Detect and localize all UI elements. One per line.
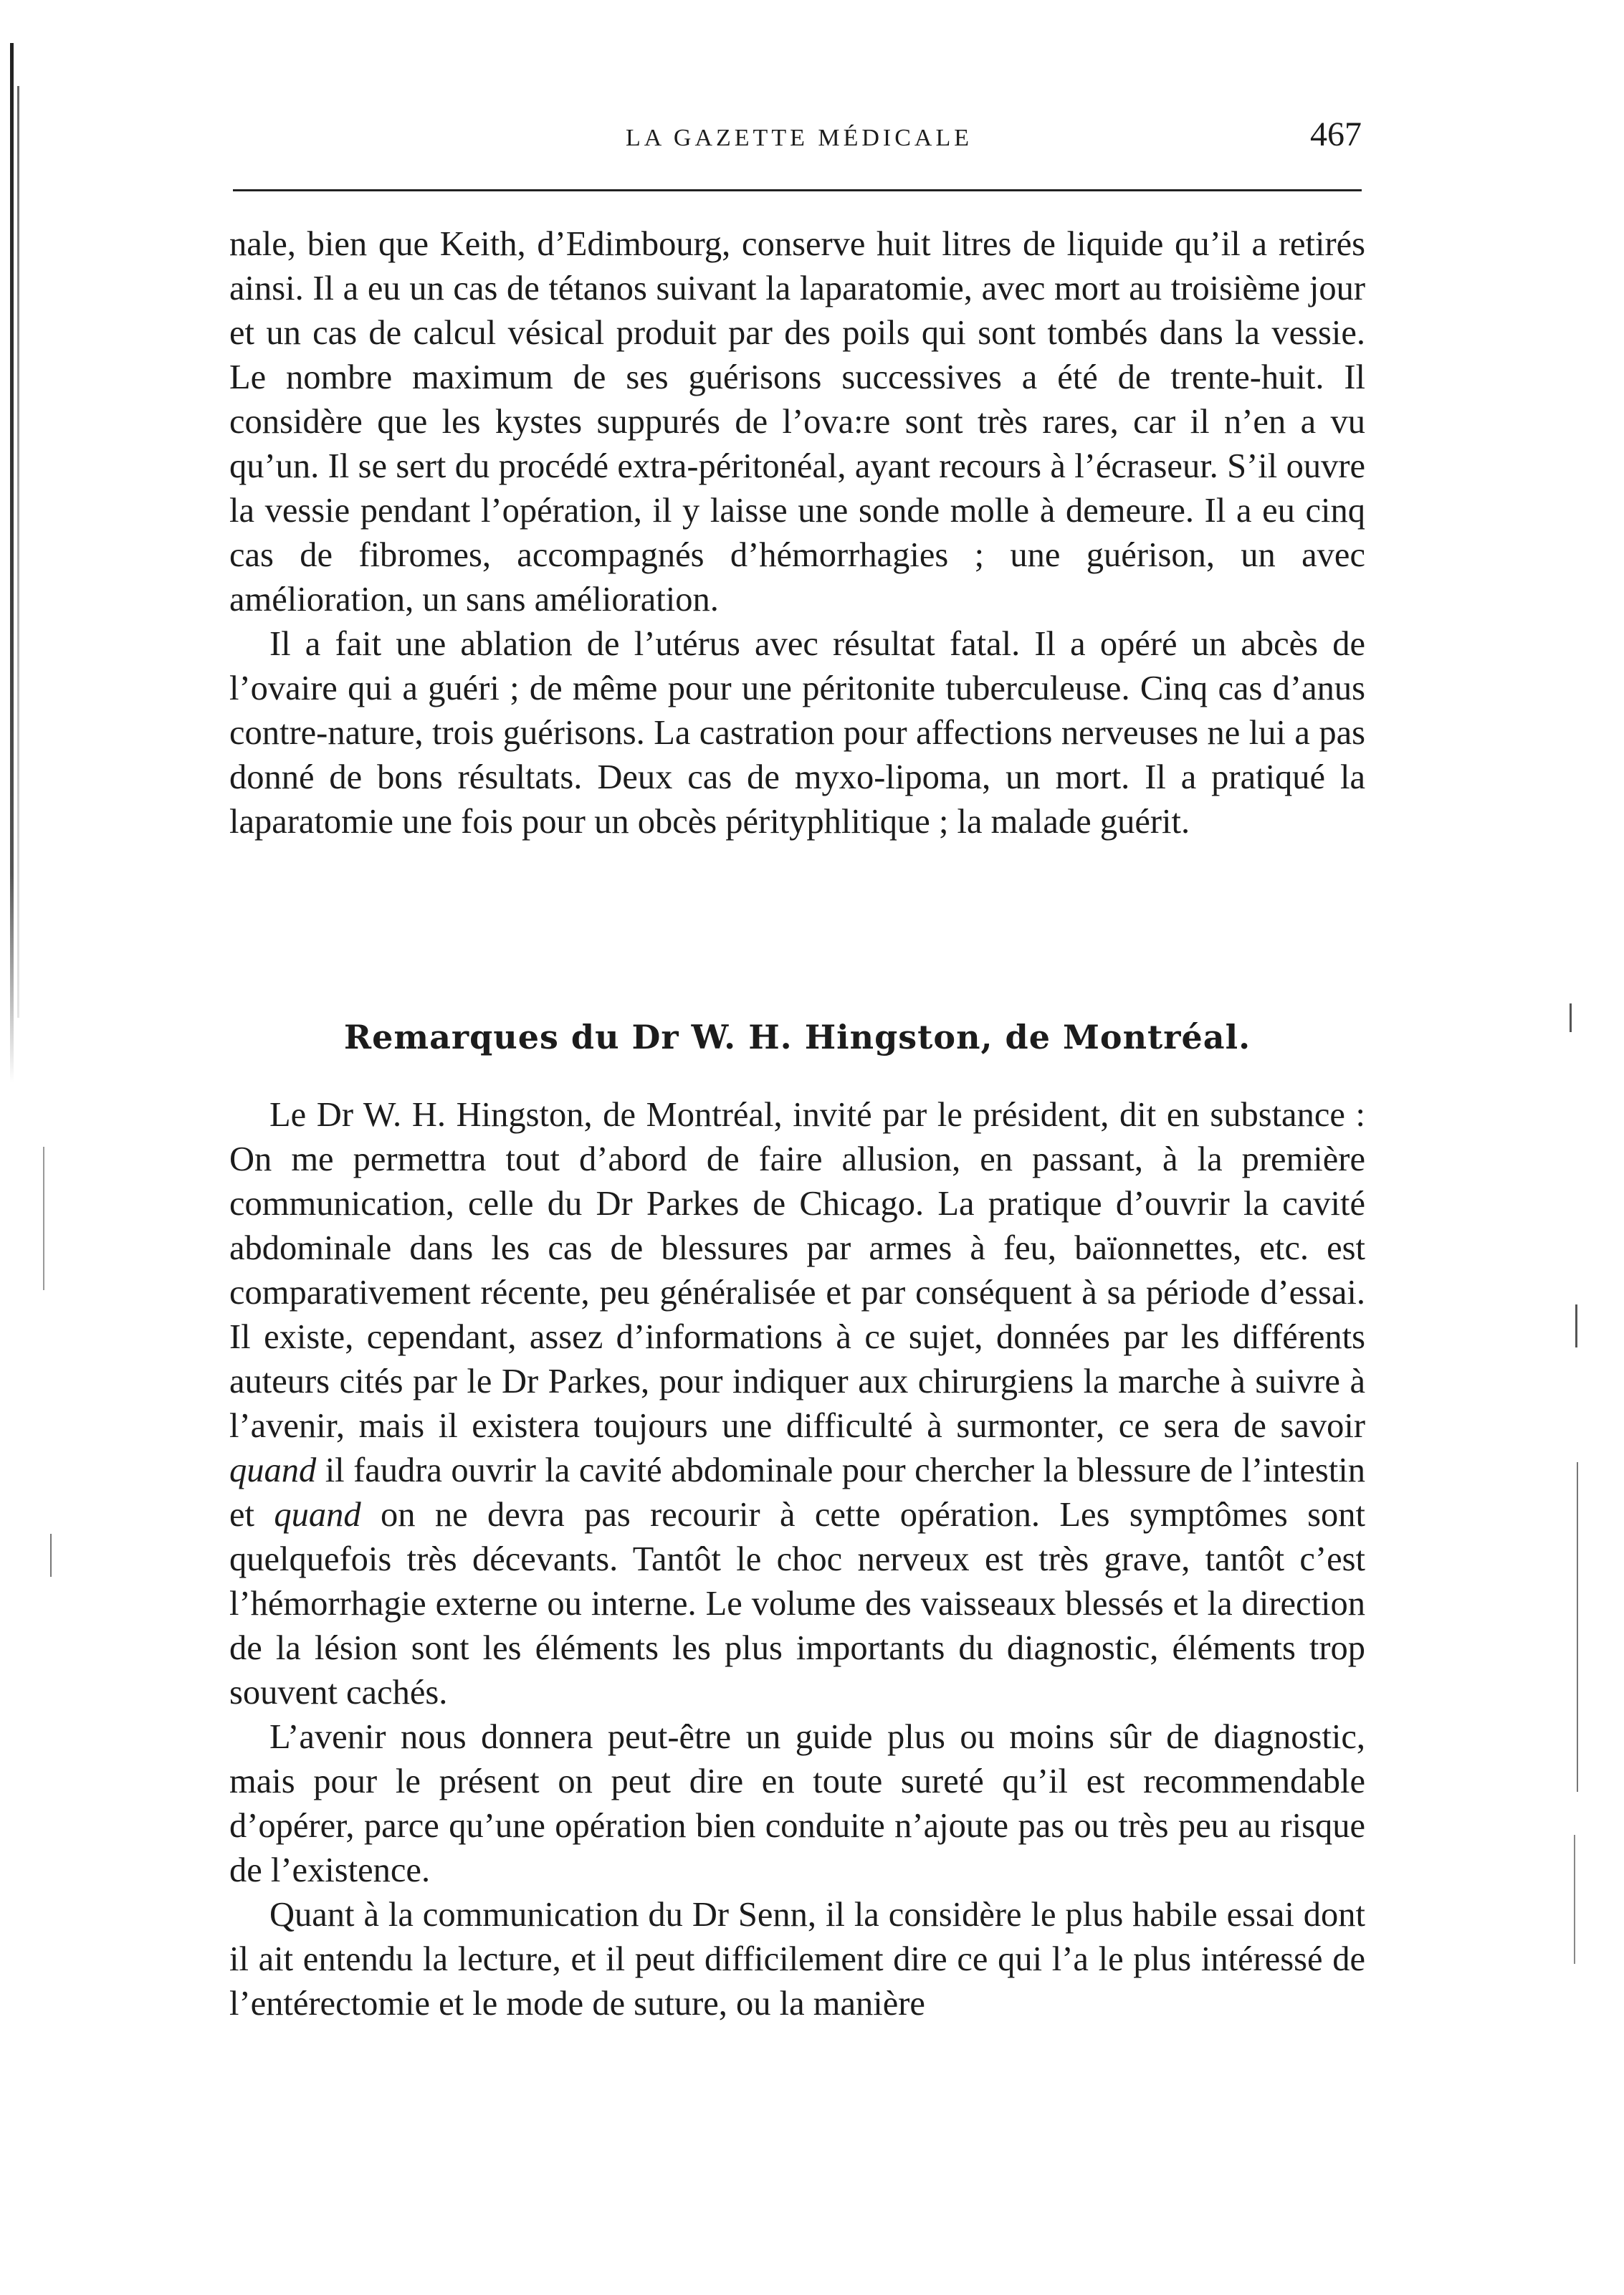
scan-speck [1574,1835,1575,1964]
scan-speck [43,1147,44,1290]
section-heading: Remarques du Dr W. H. Hingston, de Montréal. [343,1018,1251,1056]
emphasis-word: quand [274,1496,361,1534]
running-head: LA GAZETTE MÉDICALE [625,125,973,151]
paragraph-text: il faudra ouvrir la cavité abdominale pour chercher la blessure de l’intestin et [229,1451,1365,1534]
section-continued-text [229,222,1365,844]
header-rule [233,189,1362,191]
scan-speck [1570,1003,1572,1032]
paragraph: Il a fait une ablation de l’utérus avec résultat fatal. Il a opéré un abcès de l’ovaire qui a guéri ; de même pour une péritonite tuberculeuse. Cinq cas d’anus contre-nature, trois guérisons. La castration pour affections nerveuses ne lui a pas donné de bons résultats. Deux cas de myxo-lipoma, un mort. Il a pratiqué la laparatomie une fois pour un obcès pérityphlitique ; la malade guérit. [229,625,1365,841]
paragraph-continued: nale, bien que Keith, d’Edimbourg, conserve huit litres de liquide qu’il a retirés ainsi. Il a eu un cas de tétanos suivant la laparatomie, avec mort au troisième jour et un cas de calcul vésical produit par des poils qui sont tombés dans la vessie. Le nombre maximum de ses guérisons successives a été de trente-huit. Il considère que les kystes suppurés de l’ova:re sont très rares, car il n’en a vu qu’un. Il se sert du procédé extra-péritonéal, ayant recours à l’écraseur. S’il ouvre la vessie pendant l’opération, il y laisse une sonde molle à demeure. Il a eu cinq cas de fibromes, accompagnés d’hémorrhagies ; une guérison, un avec amélioration, un sans amélioration. [229,225,1365,619]
scan-speck [1575,1304,1577,1347]
paragraph-text: Le Dr W. H. Hingston, de Montréal, invité par le président, dit en substance : On me permettra tout d’abord de faire allusion, en passant, à la première communication, celle du Dr Parkes de Chicago. La pratique d’ouvrir la cavité abdominale dans les cas de blessures par armes à feu, baïonnettes, etc. est comparativement récente, peu généralisée et par conséquent à sa période d’essai. Il existe, cependant, assez d’informations à ce sujet, données par les différents auteurs cités par le Dr Parkes, pour indiquer aux chirurgiens la marche à suivre à l’avenir, mais il existera toujours une difficulté à surmonter, ce sera de savoir [229,1096,1365,1445]
scan-speck [1577,1462,1578,1792]
page-binding-edge [10,43,14,1082]
emphasis-word: quand [229,1451,317,1489]
scan-speck [50,1534,52,1577]
page-header [237,115,1362,165]
paragraph-text: on ne devra pas recourir à cette opération. Les symptômes sont quelquefois très décevants. Tantôt le choc nerveux est très grave, tantôt c’est l’hémorrhagie externe ou interne. Le volume des vaisseaux blessés et la direction de la lésion sont les éléments les plus importants du diagnostic, éléments trop souvent cachés. [229,1496,1365,1712]
paragraph: Quant à la communication du Dr Senn, il la considère le plus habile essai dont il ait entendu la lecture, et il peut difficilement dire ce qui l’a le plus intéressé de l’entérectomie et le mode de suture, ou la manière [229,1896,1365,2023]
paragraph [229,1093,1365,1715]
page-binding-shadow [17,86,19,1018]
paragraph: L’avenir nous donnera peut-être un guide plus ou moins sûr de diagnostic, mais pour le présent on peut dire en toute sureté qu’il est recommendable d’opérer, parce qu’une opération bien conduite n’ajoute pas ou très peu au risque de l’existence. [229,1718,1365,1889]
page-number: 467 [1310,115,1362,153]
section-hingston-text [229,1093,1365,2026]
